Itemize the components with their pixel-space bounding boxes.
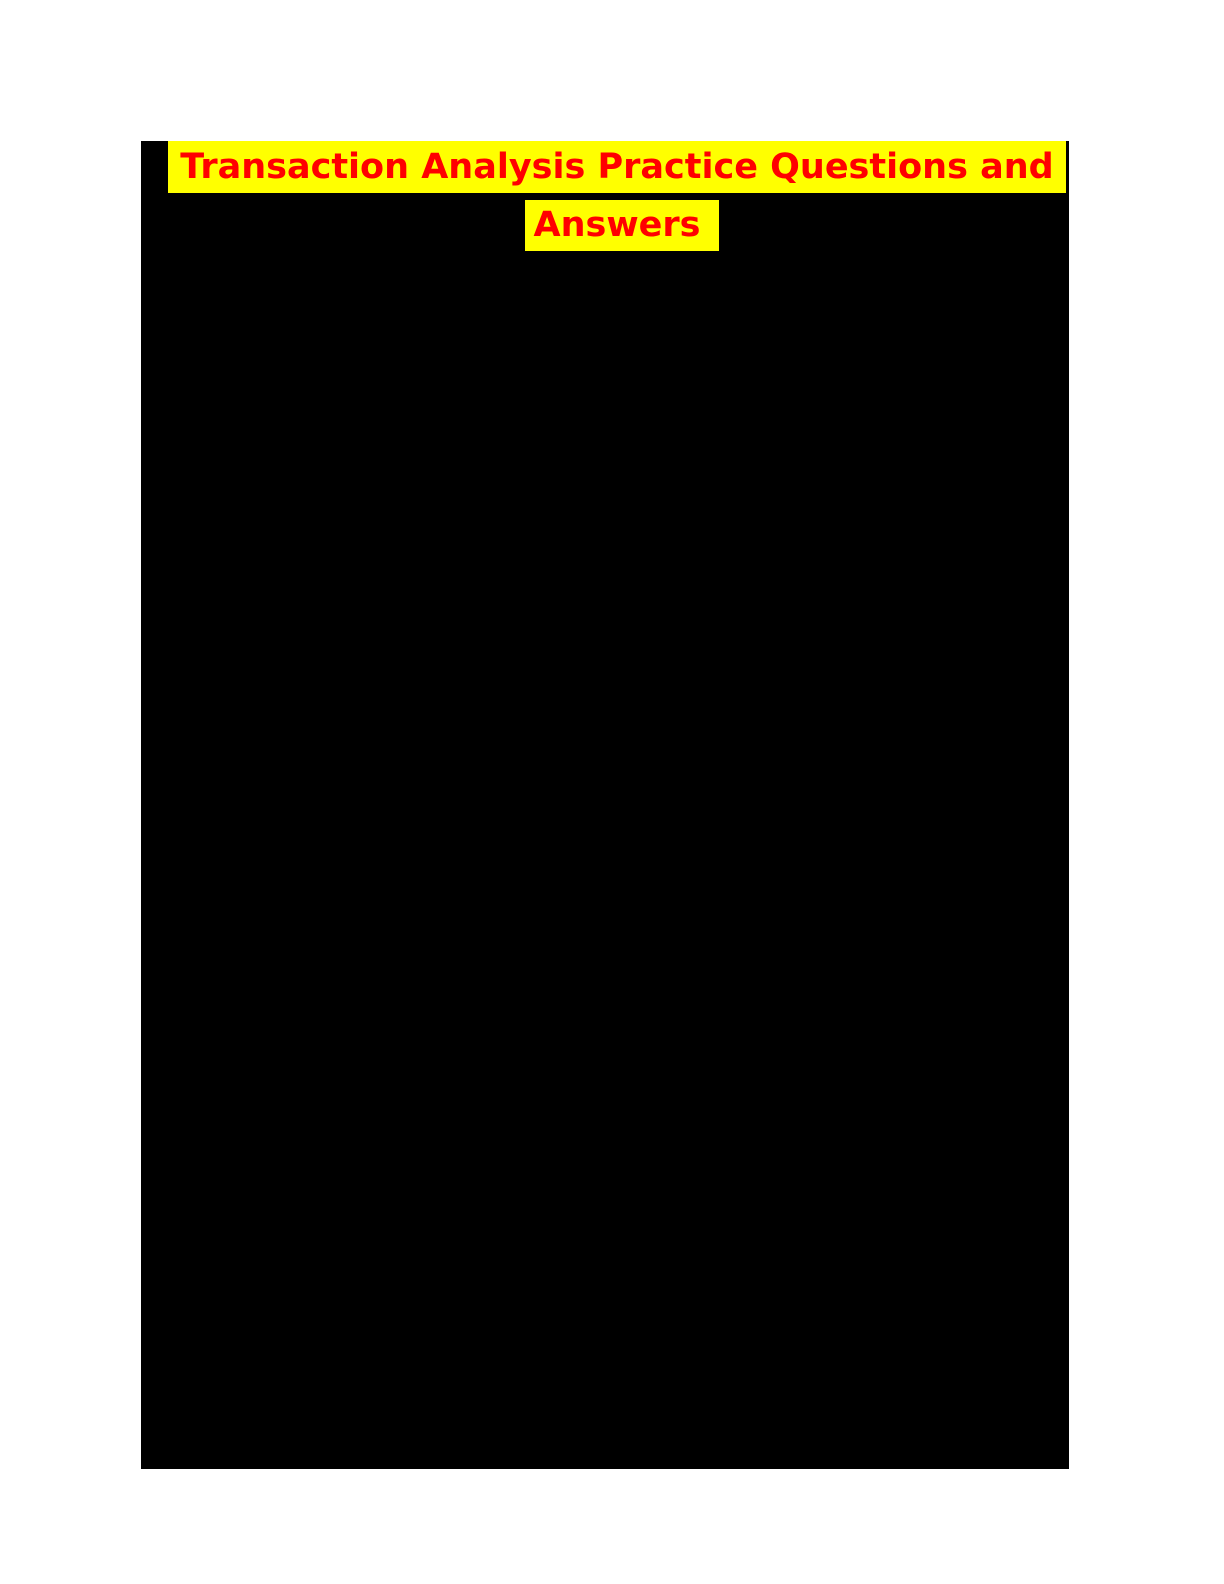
document-page [141,141,1069,1469]
document-title-line2: Answers [525,200,718,251]
document-title-line2-row [141,200,1069,251]
redacted-page-body [141,251,1069,1469]
document-title-line1: Transaction Analysis Practice Questions and [168,141,1066,193]
